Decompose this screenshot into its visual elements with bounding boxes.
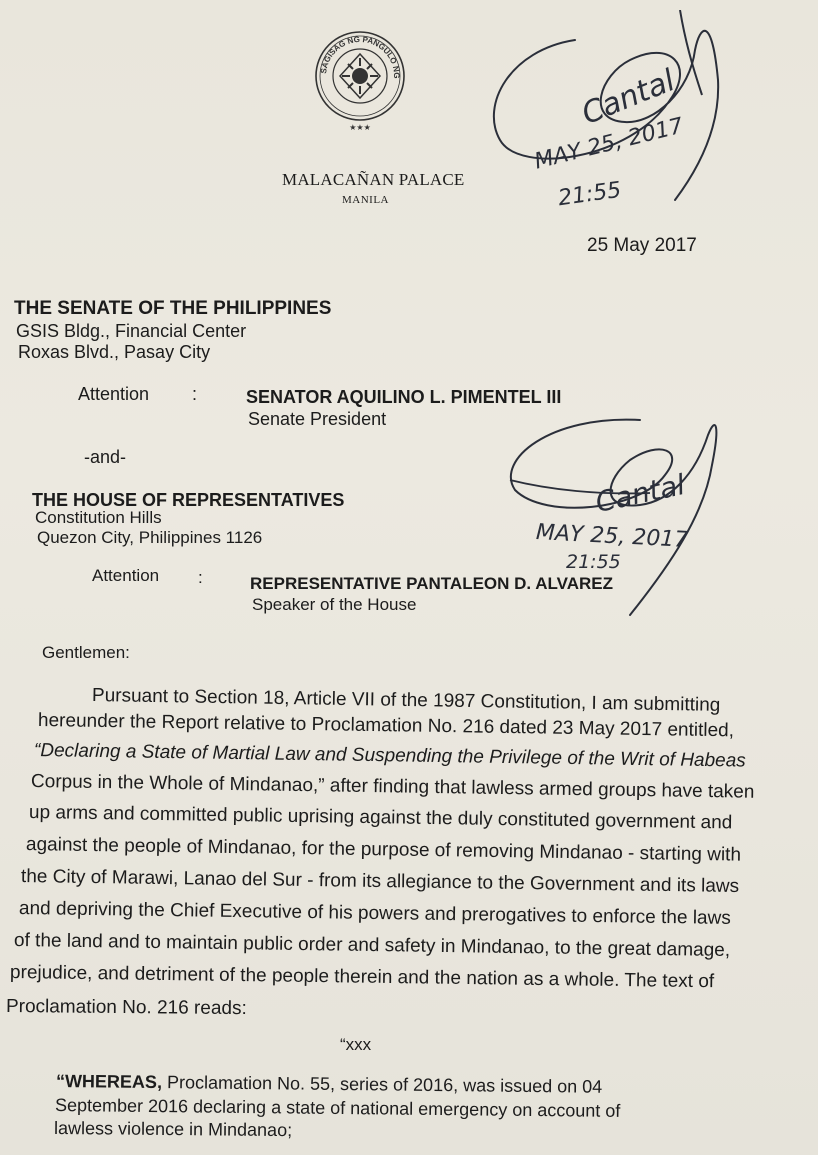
presidential-seal: [312, 18, 408, 134]
recipient-1-colon: :: [192, 384, 198, 404]
whereas-line-2: September 2016 declaring a state of national emergency on account of: [54, 1095, 621, 1121]
body-line-6: against the people of Mindanao, for the purpose of removing Mindanao - starting with: [25, 834, 742, 866]
recipient-2-address-line-2: Quezon City, Philippines 1126: [37, 528, 263, 547]
stamp-2-signature: Cantal: [592, 467, 688, 520]
stamp-2-time: 21:55: [566, 551, 621, 573]
body-line-1: Pursuant to Section 18, Article VII of the 1987 Constitution, I am submitting: [91, 685, 721, 716]
stamp-1-date: MAY 25, 2017: [531, 113, 686, 175]
body-line-4: Corpus in the Whole of Mindanao,” after finding that lawless armed groups have taken: [30, 771, 755, 803]
body-line-11: Proclamation No. 216 reads:: [5, 996, 247, 1020]
body-line-7: the City of Marawi, Lanao del Sur - from its allegiance to the Government and its laws: [20, 866, 740, 898]
body-line-3: “Declaring a State of Martial Law and Suspending the Privilege of the Writ of Habeas: [33, 740, 746, 772]
recipient-1-attention-name: SENATOR AQUILINO L. PIMENTEL III: [246, 387, 562, 407]
letterhead-city: MANILA: [342, 194, 389, 206]
recipient-1-attention-title: Senate President: [248, 409, 387, 429]
seal-icon: [312, 18, 408, 134]
recipient-2-attention-name: REPRESENTATIVE PANTALEON D. ALVAREZ: [250, 574, 613, 593]
quote-marker: “xxx: [340, 1035, 372, 1054]
recipient-2-attention-title: Speaker of the House: [252, 595, 417, 614]
stamp-2-date: MAY 25, 2017: [535, 520, 689, 553]
letter-date: 25 May 2017: [587, 235, 697, 256]
recipient-2-colon: :: [198, 568, 203, 587]
recipient-2-attention-label: Attention: [92, 566, 160, 585]
stamp-1-time: 21:55: [556, 177, 623, 212]
recipient-1-address-line-1: GSIS Bldg., Financial Center: [16, 321, 247, 341]
recipient-2-name: THE HOUSE OF REPRESENTATIVES: [32, 490, 345, 510]
letterhead-title: MALACAÑAN PALACE: [282, 170, 465, 189]
recipient-1-name: THE SENATE OF THE PHILIPPINES: [14, 298, 332, 319]
recipient-2-address-line-1: Constitution Hills: [35, 508, 162, 527]
receipt-stamp-senate: [480, 10, 730, 225]
body-line-10: prejudice, and detriment of the people therein and the nation as a whole. The text of: [9, 962, 715, 993]
body-line-5: up arms and committed public uprising against the duly constituted government and: [28, 802, 733, 834]
whereas-line-1-text: Proclamation No. 55, series of 2016, was issued on 04: [161, 1072, 603, 1097]
and-separator: -and-: [84, 447, 127, 467]
body-line-2: hereunder the Report relative to Proclamation No. 216 dated 23 May 2017 entitled,: [37, 710, 735, 742]
whereas-line-3: lawless violence in Mindanao;: [53, 1118, 293, 1141]
body-line-8: and depriving the Chief Executive of his powers and prerogatives to enforce the laws: [18, 898, 731, 929]
seal-text: SAGISAG NG PANGULO NG: [319, 34, 402, 79]
whereas-line-1: [56, 1071, 602, 1098]
recipient-1-attention-label: Attention: [78, 384, 150, 404]
whereas-label: “WHEREAS,: [55, 1071, 163, 1093]
stamp-1-signature: Cantal: [576, 63, 680, 132]
salutation: Gentlemen:: [42, 643, 130, 662]
seal-stars: ★★★: [349, 123, 371, 132]
recipient-1-address-line-2: Roxas Blvd., Pasay City: [18, 342, 211, 362]
body-line-9: of the land and to maintain public order and safety in Mindanao, to the great damage,: [13, 930, 731, 961]
